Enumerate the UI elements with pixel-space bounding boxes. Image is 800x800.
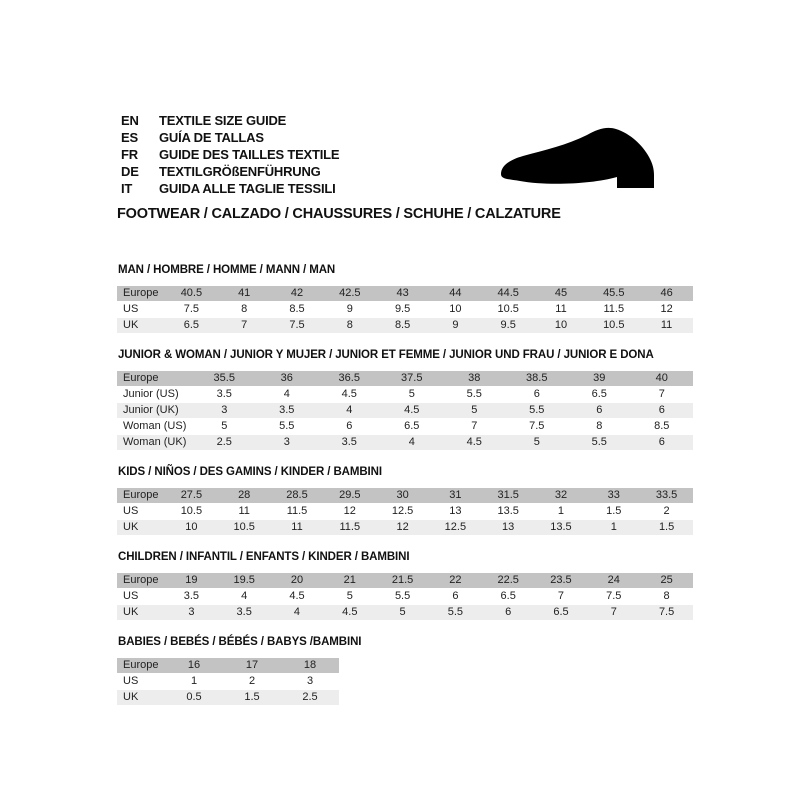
size-cell: 3 bbox=[306, 675, 314, 687]
size-cell: 4.5 bbox=[289, 590, 305, 602]
size-cell: 6.5 bbox=[165, 318, 218, 333]
size-cell: 7.5 bbox=[183, 303, 200, 315]
size-cell: 1.5 bbox=[640, 520, 693, 535]
size-cell: 42 bbox=[271, 286, 324, 301]
size-cell: 3.5 bbox=[256, 403, 319, 418]
language-title: TEXTILGRÖßENFÜHRUNG bbox=[159, 164, 321, 179]
shoe-icon bbox=[499, 127, 674, 195]
row-label: US bbox=[123, 590, 139, 602]
size-cell: 0.5 bbox=[165, 690, 223, 705]
size-cell: 18 bbox=[281, 658, 339, 673]
size-cell: 40.5 bbox=[165, 286, 218, 301]
size-cell: 17 bbox=[223, 658, 281, 673]
size-cell: 4 bbox=[381, 435, 444, 450]
size-cell: 12.5 bbox=[429, 520, 482, 535]
size-cell: 39 bbox=[568, 371, 631, 386]
size-cell: 13.5 bbox=[535, 520, 588, 535]
size-cell: 5.5 bbox=[506, 403, 569, 418]
size-cell: 19 bbox=[165, 573, 218, 588]
size-cell: 6.5 bbox=[404, 420, 420, 432]
row-label: Woman (UK) bbox=[117, 435, 193, 450]
size-cell: 33 bbox=[587, 488, 640, 503]
size-cell: 11.5 bbox=[603, 303, 625, 315]
size-cell: 45 bbox=[535, 286, 588, 301]
row-label: UK bbox=[117, 520, 165, 535]
table-row bbox=[117, 387, 693, 402]
size-cell: 1 bbox=[587, 520, 640, 535]
language-row bbox=[121, 180, 339, 197]
size-cell: 1.5 bbox=[606, 505, 622, 517]
size-cell: 10.5 bbox=[587, 318, 640, 333]
row-label: UK bbox=[117, 605, 165, 620]
size-cell: 3.5 bbox=[183, 590, 200, 602]
size-cell: 5.5 bbox=[568, 435, 631, 450]
section-title: MAN / HOMBRE / HOMME / MANN / MAN bbox=[118, 264, 336, 276]
section-title: JUNIOR & WOMAN / JUNIOR Y MUJER / JUNIOR ET FEMME / JUNIOR UND FRAU / JUNIOR E DONA bbox=[118, 349, 654, 361]
size-cell: 10.5 bbox=[497, 303, 519, 315]
size-cell: 11 bbox=[640, 318, 693, 333]
size-cell: 3.5 bbox=[218, 605, 271, 620]
size-cell: 11 bbox=[271, 520, 324, 535]
size-cell: 22.5 bbox=[482, 573, 535, 588]
table-row bbox=[117, 286, 693, 301]
language-row bbox=[121, 112, 339, 129]
size-cell: 37.5 bbox=[381, 371, 444, 386]
size-cell: 6 bbox=[568, 403, 631, 418]
size-cell: 7.5 bbox=[640, 605, 693, 620]
size-cell: 8 bbox=[241, 303, 248, 315]
size-cell: 2 bbox=[248, 675, 256, 687]
size-cell: 8.5 bbox=[289, 303, 305, 315]
size-cell: 10 bbox=[165, 520, 218, 535]
language-code: DE bbox=[121, 164, 139, 179]
row-label: UK bbox=[117, 690, 165, 705]
size-cell: 4.5 bbox=[341, 388, 357, 400]
table-row bbox=[117, 435, 693, 450]
size-cell: 4 bbox=[271, 605, 324, 620]
size-cell: 7 bbox=[218, 318, 271, 333]
size-cell: 7.5 bbox=[271, 318, 324, 333]
size-cell: 43 bbox=[376, 286, 429, 301]
size-cell: 12 bbox=[343, 505, 356, 517]
size-cell: 42.5 bbox=[323, 286, 376, 301]
language-row bbox=[121, 129, 339, 146]
size-cell: 1 bbox=[190, 675, 198, 687]
size-cell: 11 bbox=[238, 505, 250, 517]
row-label: Junior (UK) bbox=[117, 403, 193, 418]
size-cell: 3 bbox=[256, 435, 319, 450]
table-row bbox=[117, 674, 339, 689]
size-table bbox=[117, 285, 693, 334]
size-cell: 2.5 bbox=[193, 435, 256, 450]
size-cell: 9 bbox=[346, 303, 353, 315]
size-cell: 7 bbox=[587, 605, 640, 620]
language-code: FR bbox=[121, 147, 138, 162]
size-cell: 38 bbox=[443, 371, 506, 386]
size-cell: 5 bbox=[346, 590, 353, 602]
size-cell: 11 bbox=[555, 303, 567, 315]
size-cell: 40 bbox=[631, 371, 694, 386]
size-cell: 35.5 bbox=[193, 371, 256, 386]
section-title: BABIES / BEBÉS / BÉBÉS / BABYS /BAMBINI bbox=[118, 636, 362, 648]
size-cell: 6 bbox=[452, 590, 459, 602]
row-label: Europe bbox=[117, 286, 165, 301]
size-cell: 28.5 bbox=[271, 488, 324, 503]
size-cell: 5.5 bbox=[279, 420, 295, 432]
size-cell: 6.5 bbox=[535, 605, 588, 620]
size-cell: 46 bbox=[640, 286, 693, 301]
size-cell: 8.5 bbox=[654, 420, 670, 432]
language-row bbox=[121, 163, 339, 180]
size-cell: 24 bbox=[587, 573, 640, 588]
language-code: IT bbox=[121, 181, 133, 196]
size-cell: 5 bbox=[221, 420, 228, 432]
language-row bbox=[121, 146, 339, 163]
size-cell: 4.5 bbox=[381, 403, 444, 418]
size-cell: 2 bbox=[663, 505, 670, 517]
table-row bbox=[117, 504, 693, 519]
size-cell: 5 bbox=[506, 435, 569, 450]
size-cell: 8 bbox=[323, 318, 376, 333]
size-cell: 10.5 bbox=[180, 505, 203, 517]
table-row bbox=[117, 573, 693, 588]
size-section bbox=[117, 349, 693, 451]
size-section bbox=[117, 551, 693, 621]
size-cell: 21 bbox=[323, 573, 376, 588]
size-cell: 7.5 bbox=[529, 420, 545, 432]
row-label: US bbox=[123, 505, 139, 517]
language-code: EN bbox=[121, 113, 139, 128]
size-cell: 36 bbox=[256, 371, 319, 386]
size-section bbox=[117, 636, 693, 706]
size-cell: 4.5 bbox=[443, 435, 506, 450]
table-row bbox=[117, 318, 693, 333]
size-cell: 5.5 bbox=[429, 605, 482, 620]
language-title: GUIDE DES TAILLES TEXTILE bbox=[159, 147, 340, 162]
size-cell: 8 bbox=[596, 420, 603, 432]
row-label: US bbox=[123, 303, 139, 315]
size-cell: 10 bbox=[535, 318, 588, 333]
size-table bbox=[117, 370, 693, 451]
table-row bbox=[117, 403, 693, 418]
size-cell: 7 bbox=[557, 590, 565, 602]
size-cell: 6 bbox=[631, 435, 694, 450]
size-cell: 5 bbox=[376, 605, 429, 620]
table-row bbox=[117, 589, 693, 604]
size-cell: 5 bbox=[408, 388, 415, 400]
size-cell: 44 bbox=[429, 286, 482, 301]
size-cell: 44.5 bbox=[482, 286, 535, 301]
size-cell: 4 bbox=[241, 590, 248, 602]
size-cell: 7.5 bbox=[606, 590, 622, 602]
size-section bbox=[117, 466, 693, 536]
size-cell: 23.5 bbox=[535, 573, 588, 588]
size-cell: 30 bbox=[376, 488, 429, 503]
size-cell: 28 bbox=[218, 488, 271, 503]
size-cell: 10 bbox=[449, 303, 462, 315]
size-cell: 27.5 bbox=[165, 488, 218, 503]
row-label: Europe bbox=[117, 573, 165, 588]
row-label: Woman (US) bbox=[123, 420, 187, 432]
size-table bbox=[117, 572, 693, 621]
size-cell: 5.5 bbox=[394, 590, 411, 602]
language-title: TEXTILE SIZE GUIDE bbox=[159, 113, 287, 128]
size-table bbox=[117, 657, 339, 706]
row-label: Europe bbox=[117, 488, 165, 503]
size-cell: 22 bbox=[429, 573, 482, 588]
size-cell: 31.5 bbox=[482, 488, 535, 503]
size-cell: 9.5 bbox=[394, 303, 411, 315]
size-cell: 41 bbox=[218, 286, 271, 301]
size-cell: 1.5 bbox=[223, 690, 281, 705]
size-cell: 13 bbox=[449, 505, 462, 517]
size-cell: 19.5 bbox=[218, 573, 271, 588]
size-cell: 13 bbox=[482, 520, 535, 535]
size-cell: 13.5 bbox=[497, 505, 519, 517]
size-cell: 6 bbox=[346, 420, 353, 432]
language-title: GUÍA DE TALLAS bbox=[159, 130, 264, 145]
size-cell: 9 bbox=[429, 318, 482, 333]
size-cell: 32 bbox=[535, 488, 588, 503]
section-title: KIDS / NIÑOS / DES GAMINS / KINDER / BAMBINI bbox=[118, 466, 382, 478]
size-tables bbox=[117, 264, 693, 721]
size-cell: 12.5 bbox=[391, 505, 414, 517]
size-cell: 1 bbox=[557, 505, 565, 517]
size-cell: 3.5 bbox=[318, 435, 381, 450]
table-row bbox=[117, 520, 693, 535]
size-cell: 3 bbox=[165, 605, 218, 620]
size-cell: 36.5 bbox=[318, 371, 381, 386]
size-cell: 4 bbox=[283, 388, 290, 400]
size-cell: 7 bbox=[658, 388, 665, 400]
size-cell: 6.5 bbox=[591, 388, 607, 400]
language-title-block bbox=[121, 112, 339, 197]
size-cell: 6 bbox=[533, 388, 540, 400]
table-row bbox=[117, 419, 693, 434]
size-cell: 33.5 bbox=[640, 488, 693, 503]
table-row bbox=[117, 488, 693, 503]
row-label: US bbox=[123, 675, 139, 687]
size-section bbox=[117, 264, 693, 334]
size-cell: 7 bbox=[471, 420, 478, 432]
size-cell: 8 bbox=[663, 590, 670, 602]
table-row bbox=[117, 302, 693, 317]
table-row bbox=[117, 658, 339, 673]
table-row bbox=[117, 605, 693, 620]
row-label: Junior (US) bbox=[123, 388, 179, 400]
size-cell: 21.5 bbox=[376, 573, 429, 588]
size-cell: 25 bbox=[640, 573, 693, 588]
size-cell: 11.5 bbox=[286, 505, 308, 517]
size-cell: 3 bbox=[193, 403, 256, 418]
size-cell: 5.5 bbox=[466, 388, 482, 400]
size-cell: 6 bbox=[631, 403, 694, 418]
size-cell: 6.5 bbox=[500, 590, 516, 602]
size-table bbox=[117, 487, 693, 536]
category-title: FOOTWEAR / CALZADO / CHAUSSURES / SCHUHE / CALZATURE bbox=[117, 206, 561, 222]
size-cell: 20 bbox=[271, 573, 324, 588]
language-code: ES bbox=[121, 130, 138, 145]
row-label: Europe bbox=[117, 371, 193, 386]
row-label: Europe bbox=[117, 658, 165, 673]
size-cell: 4.5 bbox=[323, 605, 376, 620]
size-cell: 16 bbox=[165, 658, 223, 673]
size-cell: 38.5 bbox=[506, 371, 569, 386]
size-cell: 8.5 bbox=[376, 318, 429, 333]
table-row bbox=[117, 371, 693, 386]
size-cell: 4 bbox=[318, 403, 381, 418]
language-title: GUIDA ALLE TAGLIE TESSILI bbox=[159, 181, 336, 196]
size-cell: 6 bbox=[482, 605, 535, 620]
size-cell: 10.5 bbox=[218, 520, 271, 535]
size-cell: 29.5 bbox=[323, 488, 376, 503]
table-row bbox=[117, 690, 339, 705]
section-title: CHILDREN / INFANTIL / ENFANTS / KINDER / BAMBINI bbox=[118, 551, 410, 563]
size-cell: 12 bbox=[376, 520, 429, 535]
size-cell: 11.5 bbox=[323, 520, 376, 535]
row-label: UK bbox=[117, 318, 165, 333]
size-cell: 31 bbox=[429, 488, 482, 503]
size-cell: 9.5 bbox=[482, 318, 535, 333]
size-cell: 5 bbox=[443, 403, 506, 418]
size-cell: 3.5 bbox=[216, 388, 232, 400]
size-cell: 2.5 bbox=[281, 690, 339, 705]
size-cell: 45.5 bbox=[587, 286, 640, 301]
size-cell: 12 bbox=[660, 303, 673, 315]
